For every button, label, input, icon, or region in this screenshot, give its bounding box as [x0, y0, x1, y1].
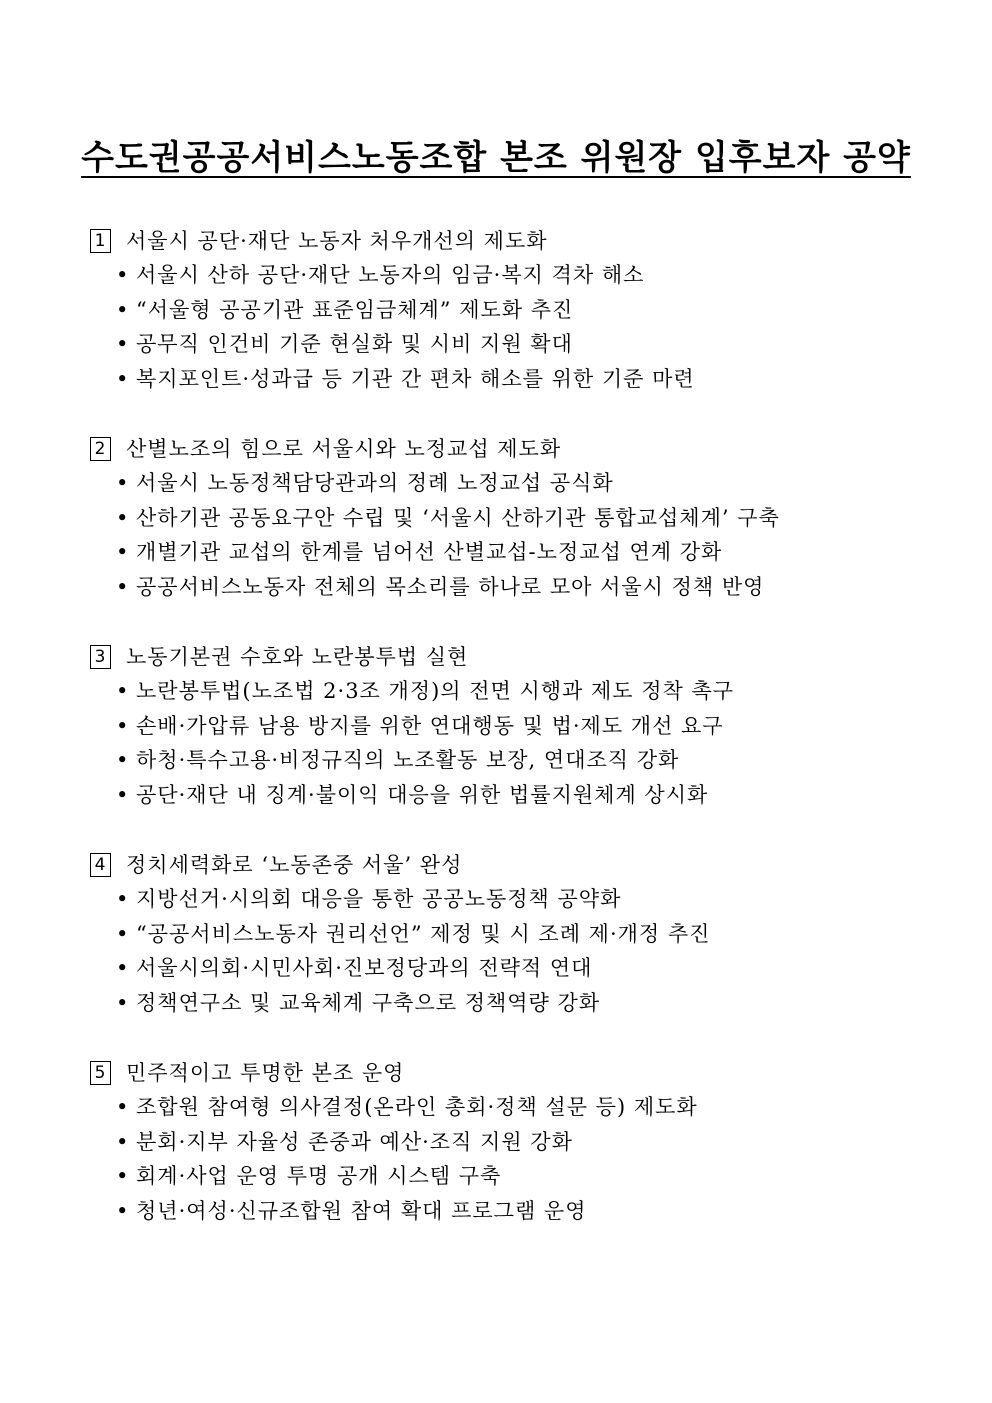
section-heading: [90, 432, 950, 466]
bullet-icon: •: [116, 505, 130, 530]
section-heading: [90, 1056, 950, 1090]
list-item: • 청년·여성·신규조합원 참여 확대 프로그램 운영: [90, 1194, 950, 1229]
section-2: [90, 432, 950, 604]
list-item: • 서울시 산하 공단·재단 노동자의 임금·복지 격차 해소: [90, 258, 950, 293]
list-item: • 회계·사업 운영 투명 공개 시스템 구축: [90, 1159, 950, 1194]
section-number-box: 3: [90, 645, 111, 669]
section-title: 서울시 공단·재단 노동자 처우개선의 제도화: [126, 229, 548, 253]
list-item: • 조합원 참여형 의사결정(온라인 총회·정책 설문 등) 제도화: [90, 1090, 950, 1125]
bullet-icon: •: [116, 471, 130, 495]
list-item: • 공무직 인건비 기준 현실화 및 시비 지원 확대: [90, 327, 950, 362]
bullet-list: [90, 1090, 950, 1228]
bullet-icon: •: [116, 1129, 130, 1154]
bullet-icon: •: [116, 366, 130, 391]
section-5: [90, 1056, 950, 1228]
list-item: • 공단·재단 내 징계·불이익 대응을 위한 법률지원체계 상시화: [90, 778, 950, 813]
bullet-icon: •: [116, 263, 130, 287]
bullet-icon: •: [116, 990, 130, 1015]
section-1: [90, 224, 950, 396]
bullet-list: [90, 258, 950, 396]
bullet-list: [90, 674, 950, 812]
section-number-box: 4: [90, 853, 111, 877]
section-title: 노동기본권 수호와 노란봉투법 실현: [126, 645, 469, 669]
list-item: • 공공서비스노동자 전체의 목소리를 하나로 모아 서울시 정책 반영: [90, 570, 950, 605]
bullet-icon: •: [116, 782, 130, 807]
page-title: 수도권공공서비스노동조합 본조 위원장 입후보자 공약: [81, 138, 911, 178]
section-title: 산별노조의 힘으로 서울시와 노정교섭 제도화: [126, 437, 562, 461]
list-item: • 분회·지부 자율성 존중과 예산·조직 지원 강화: [90, 1125, 950, 1160]
list-item: • 손배·가압류 남용 방지를 위한 연대행동 및 법·제도 개선 요구: [90, 709, 950, 744]
section-number-box: 5: [90, 1061, 111, 1085]
section-number-box: 1: [90, 229, 111, 253]
section-number-box: 2: [90, 437, 111, 461]
list-item: • 지방선거·시의회 대응을 통한 공공노동정책 공약화: [90, 882, 950, 917]
section-heading: [90, 640, 950, 674]
bullet-icon: •: [116, 332, 130, 357]
bullet-list: [90, 466, 950, 604]
bullet-icon: •: [116, 1164, 130, 1189]
bullet-icon: •: [116, 748, 130, 773]
list-item: • 산하기관 공동요구안 수립 및 ‘서울시 산하기관 통합교섭체계’ 구축: [90, 501, 950, 536]
section-4: [90, 848, 950, 1020]
bullet-icon: •: [116, 956, 130, 981]
bullet-icon: •: [116, 713, 130, 738]
bullet-icon: •: [116, 679, 130, 703]
bullet-icon: •: [116, 297, 130, 322]
bullet-icon: •: [116, 1198, 130, 1223]
section-heading: [90, 848, 950, 882]
bullet-icon: •: [116, 540, 130, 565]
section-3: [90, 640, 950, 812]
bullet-icon: •: [116, 1095, 130, 1119]
list-item: • 개별기관 교섭의 한계를 넘어선 산별교섭-노정교섭 연계 강화: [90, 535, 950, 570]
list-item: • 하청·특수고용·비정규직의 노조활동 보장, 연대조직 강화: [90, 743, 950, 778]
list-item: • 서울시 노동정책담당관과의 정례 노정교섭 공식화: [90, 466, 950, 501]
list-item: • 서울시의회·시민사회·진보정당과의 전략적 연대: [90, 951, 950, 986]
list-item: • “공공서비스노동자 권리선언” 제정 및 시 조례 제·개정 추진: [90, 917, 950, 952]
bullet-icon: •: [116, 887, 130, 911]
bullet-list: [90, 882, 950, 1020]
section-title: 민주적이고 투명한 본조 운영: [126, 1061, 405, 1085]
section-heading: [90, 224, 950, 258]
list-item: • “서울형 공공기관 표준임금체계” 제도화 추진: [90, 293, 950, 328]
section-title: 정치세력화로 ‘노동존중 서울’ 완성: [126, 853, 463, 877]
bullet-icon: •: [116, 921, 130, 946]
list-item: • 노란봉투법(노조법 2·3조 개정)의 전면 시행과 제도 정착 촉구: [90, 674, 950, 709]
bullet-icon: •: [116, 574, 130, 599]
list-item: • 복지포인트·성과급 등 기관 간 편차 해소를 위한 기준 마련: [90, 362, 950, 397]
list-item: • 정책연구소 및 교육체계 구축으로 정책역량 강화: [90, 986, 950, 1021]
